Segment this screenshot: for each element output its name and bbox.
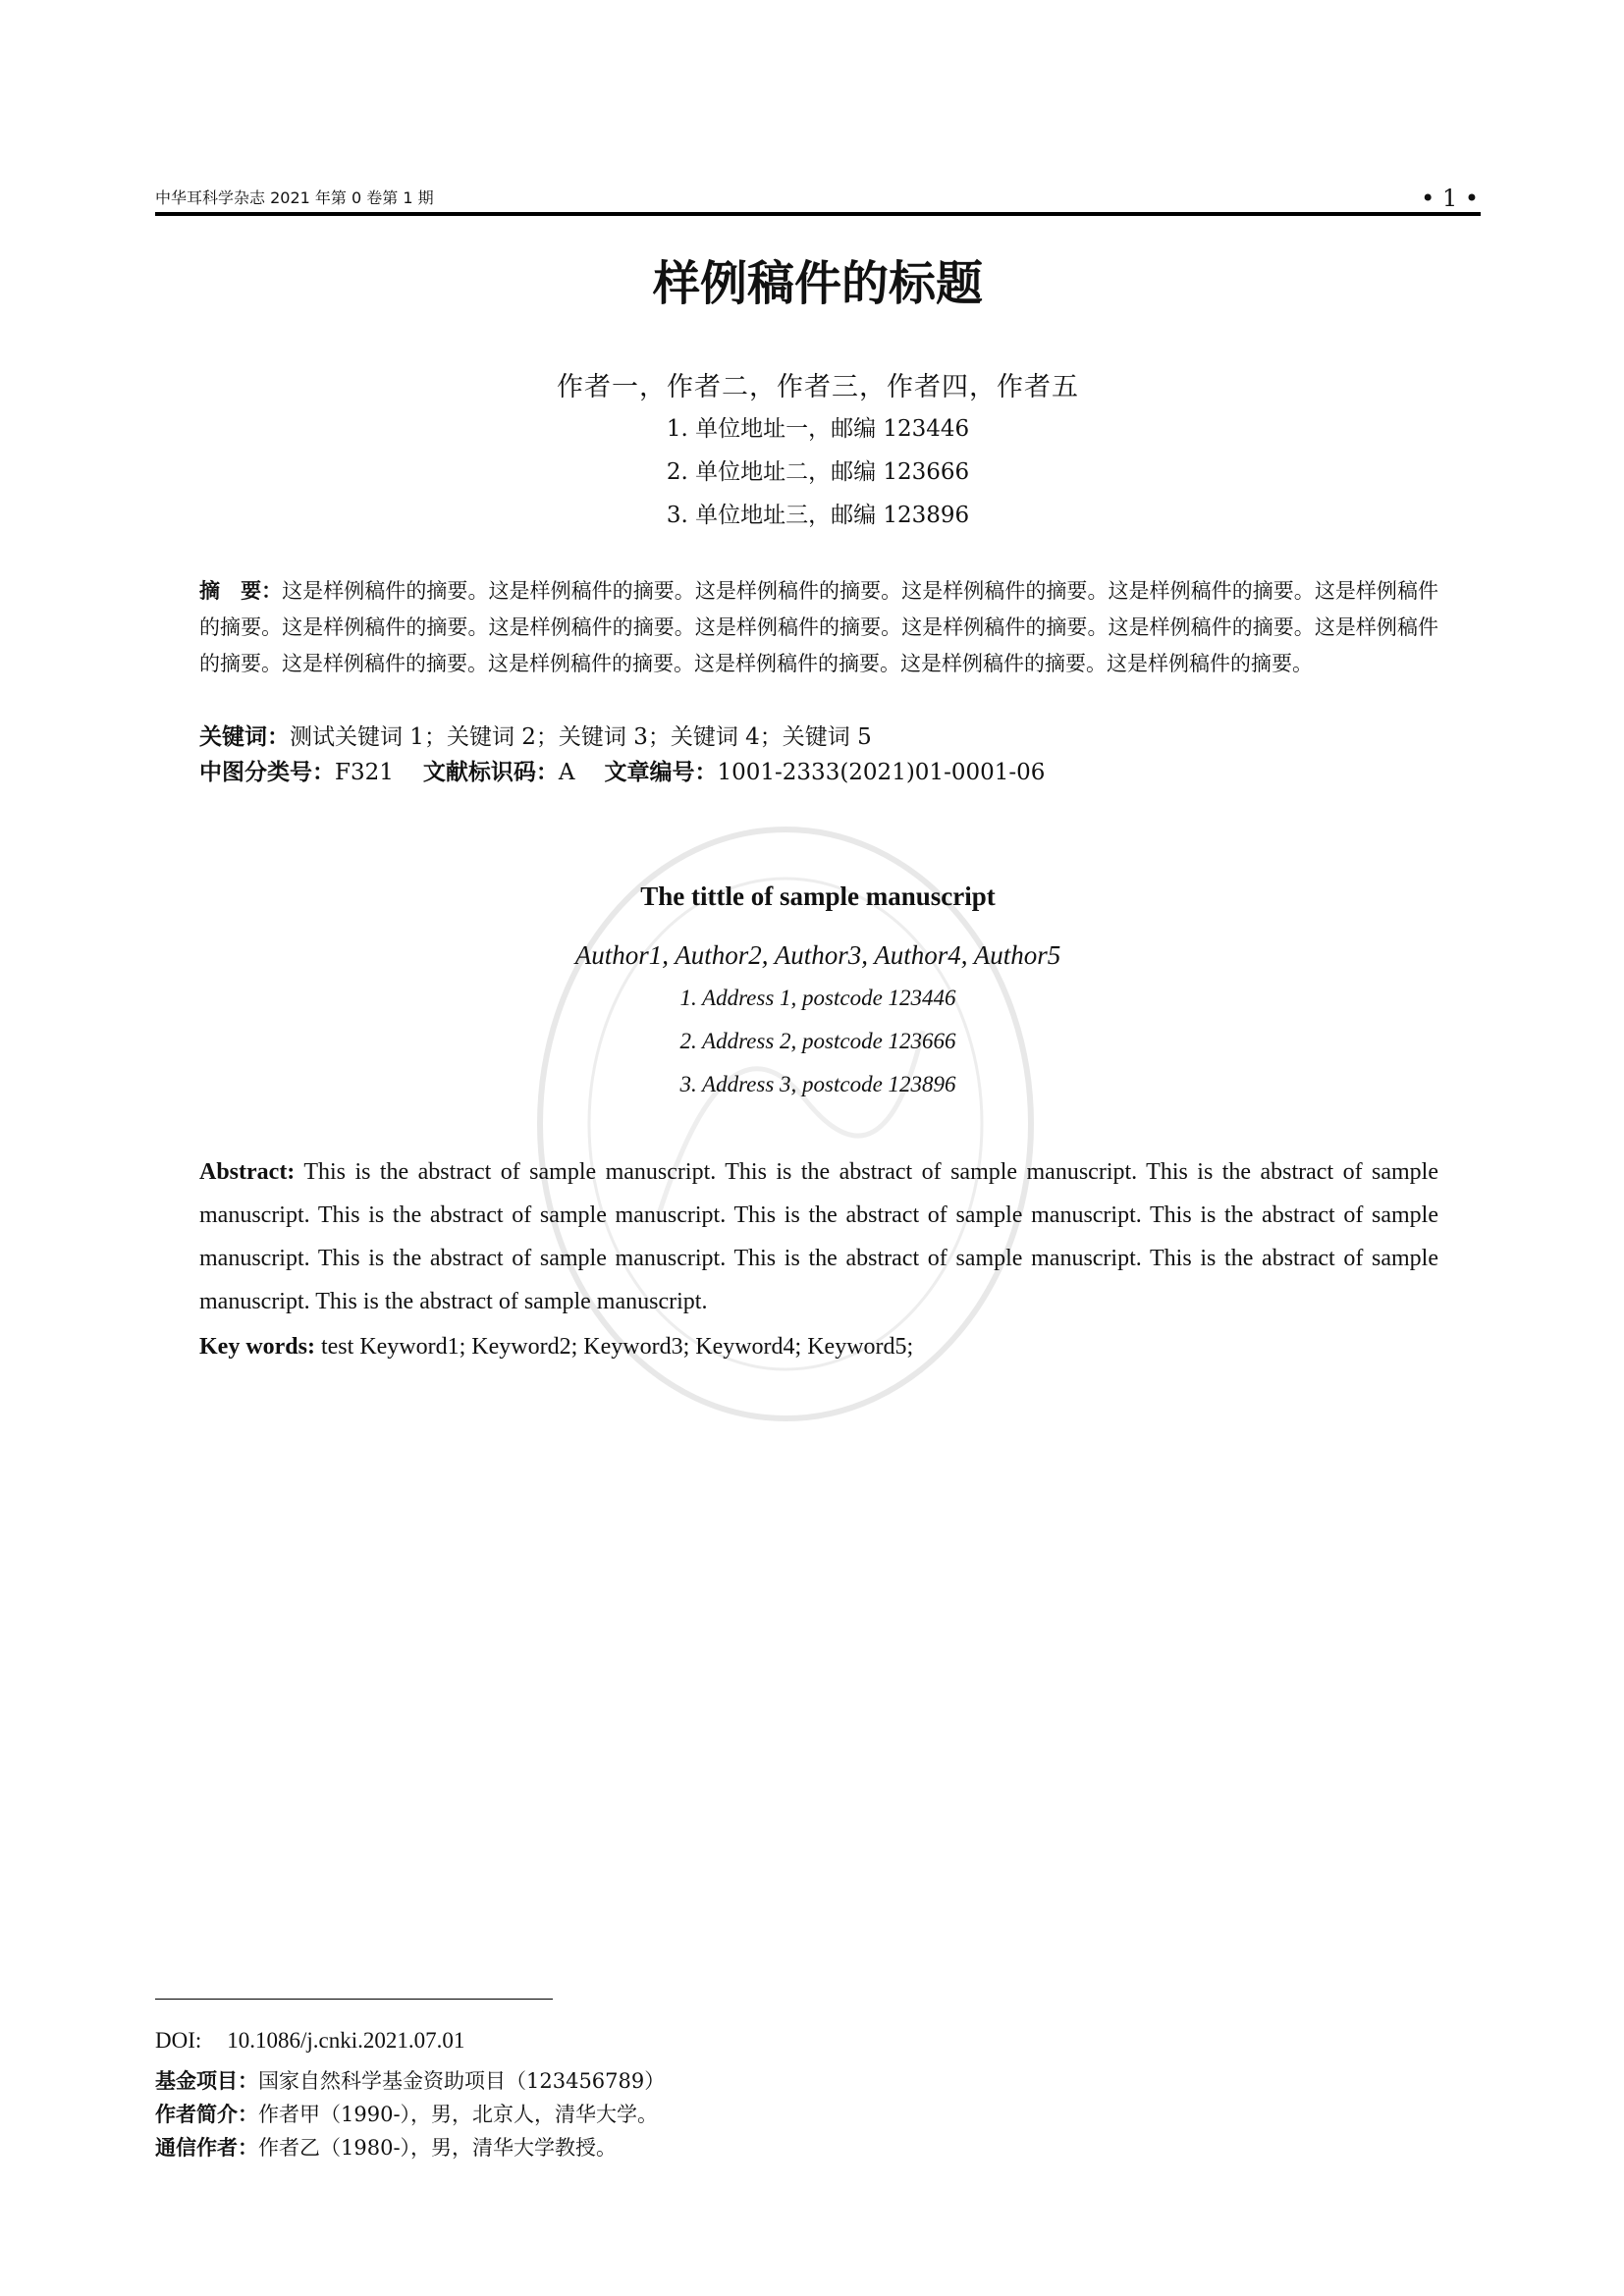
keywords-en (199, 1325, 1438, 1368)
footnote-corresponding (155, 2132, 617, 2162)
abstract-zh-text: 这是样例稿件的摘要。这是样例稿件的摘要。这是样例稿件的摘要。这是样例稿件的摘要。这是样例稿件的摘要。这是样例稿件的摘要。这是样例稿件的摘要。这是样例稿件的摘要。这是样例稿件的摘要。这是样例稿件的摘要。这是样例稿件的摘要。这是样例稿件的摘要。这是样例稿件的摘要。这是样例稿件的摘要。这是样例稿件的摘要。这是样例稿件的摘要。这是样例稿件的摘要。 (199, 579, 1438, 675)
journal-info: 中华耳科学杂志 2021 年第 0 卷第 1 期 (155, 188, 434, 207)
title-zh: 样例稿件的标题 (652, 256, 983, 311)
abstract-en-text: This is the abstract of sample manuscript. This is the abstract of sample manuscript. This is the abstract of sample manuscript. This is the abstract of sample manuscript. This is the abstract of sample manuscript. This is the abstract of sample manuscript. This is the abstract of sample manuscript. This is the abstract of sample manuscript. This is the abstract of sample manuscript. This is the abstract of sample manuscript. (199, 1159, 1438, 1314)
authors-en: Author1, Author2, Author3, Author4, Author5 (574, 940, 1061, 970)
abstract-zh-label: 摘 要： (199, 579, 283, 603)
clc-value: F321 (335, 760, 394, 785)
affiliation-en-1: 1. Address 1, postcode 123446 (679, 986, 956, 1010)
footnote-bio (155, 2099, 658, 2128)
abstract-en (199, 1150, 1438, 1323)
footnote-fund (155, 2065, 665, 2095)
corr-value: 作者乙（1980-），男，清华大学教授。 (258, 2136, 618, 2160)
abstract-en-label: Abstract: (199, 1159, 296, 1185)
bio-value: 作者甲（1990-），男，北京人，清华大学。 (258, 2103, 659, 2126)
running-header (155, 173, 1481, 212)
article-no-label: 文章编号： (604, 760, 718, 785)
header-rule (155, 212, 1481, 216)
fund-label: 基金项目： (155, 2069, 258, 2093)
authors-zh: 作者一，作者二，作者三，作者四，作者五 (557, 372, 1079, 402)
classification-line (199, 754, 1045, 786)
doc-code-label: 文献标识码： (422, 760, 559, 785)
page-number: • 1 • (1421, 185, 1479, 212)
affiliation-zh-1: 1. 单位地址一，邮编 123446 (666, 416, 970, 442)
affiliation-en-2: 2. Address 2, postcode 123666 (679, 1029, 956, 1053)
footnote-rule (155, 1999, 553, 2000)
footnote-doi (155, 2028, 464, 2054)
abstract-zh (199, 573, 1438, 682)
keywords-zh-label: 关键词： (199, 724, 290, 750)
affiliation-zh-2: 2. 单位地址二，邮编 123666 (666, 459, 970, 485)
doi-value: 10.1086/j.cnki.2021.07.01 (227, 2028, 465, 2053)
affiliation-zh-3: 3. 单位地址三，邮编 123896 (666, 503, 970, 528)
keywords-en-text: test Keyword1; Keyword2; Keyword3; Keyword4; Keyword5; (314, 1334, 914, 1360)
bio-label: 作者简介： (155, 2103, 258, 2126)
clc-label: 中图分类号： (199, 760, 335, 785)
title-en: The tittle of sample manuscript (640, 881, 996, 911)
article-no-value: 1001-2333(2021)01-0001-06 (717, 760, 1046, 785)
doc-code-value: A (558, 760, 575, 785)
keywords-zh-text: 测试关键词 1；关键词 2；关键词 3；关键词 4；关键词 5 (290, 724, 872, 750)
corr-label: 通信作者： (155, 2136, 258, 2160)
affiliation-en-3: 3. Address 3, postcode 123896 (679, 1072, 956, 1096)
keywords-zh (199, 719, 872, 751)
doi-label: DOI: (155, 2028, 202, 2053)
keywords-en-label: Key words: (199, 1334, 315, 1360)
fund-value: 国家自然科学基金资助项目（123456789） (258, 2069, 666, 2093)
